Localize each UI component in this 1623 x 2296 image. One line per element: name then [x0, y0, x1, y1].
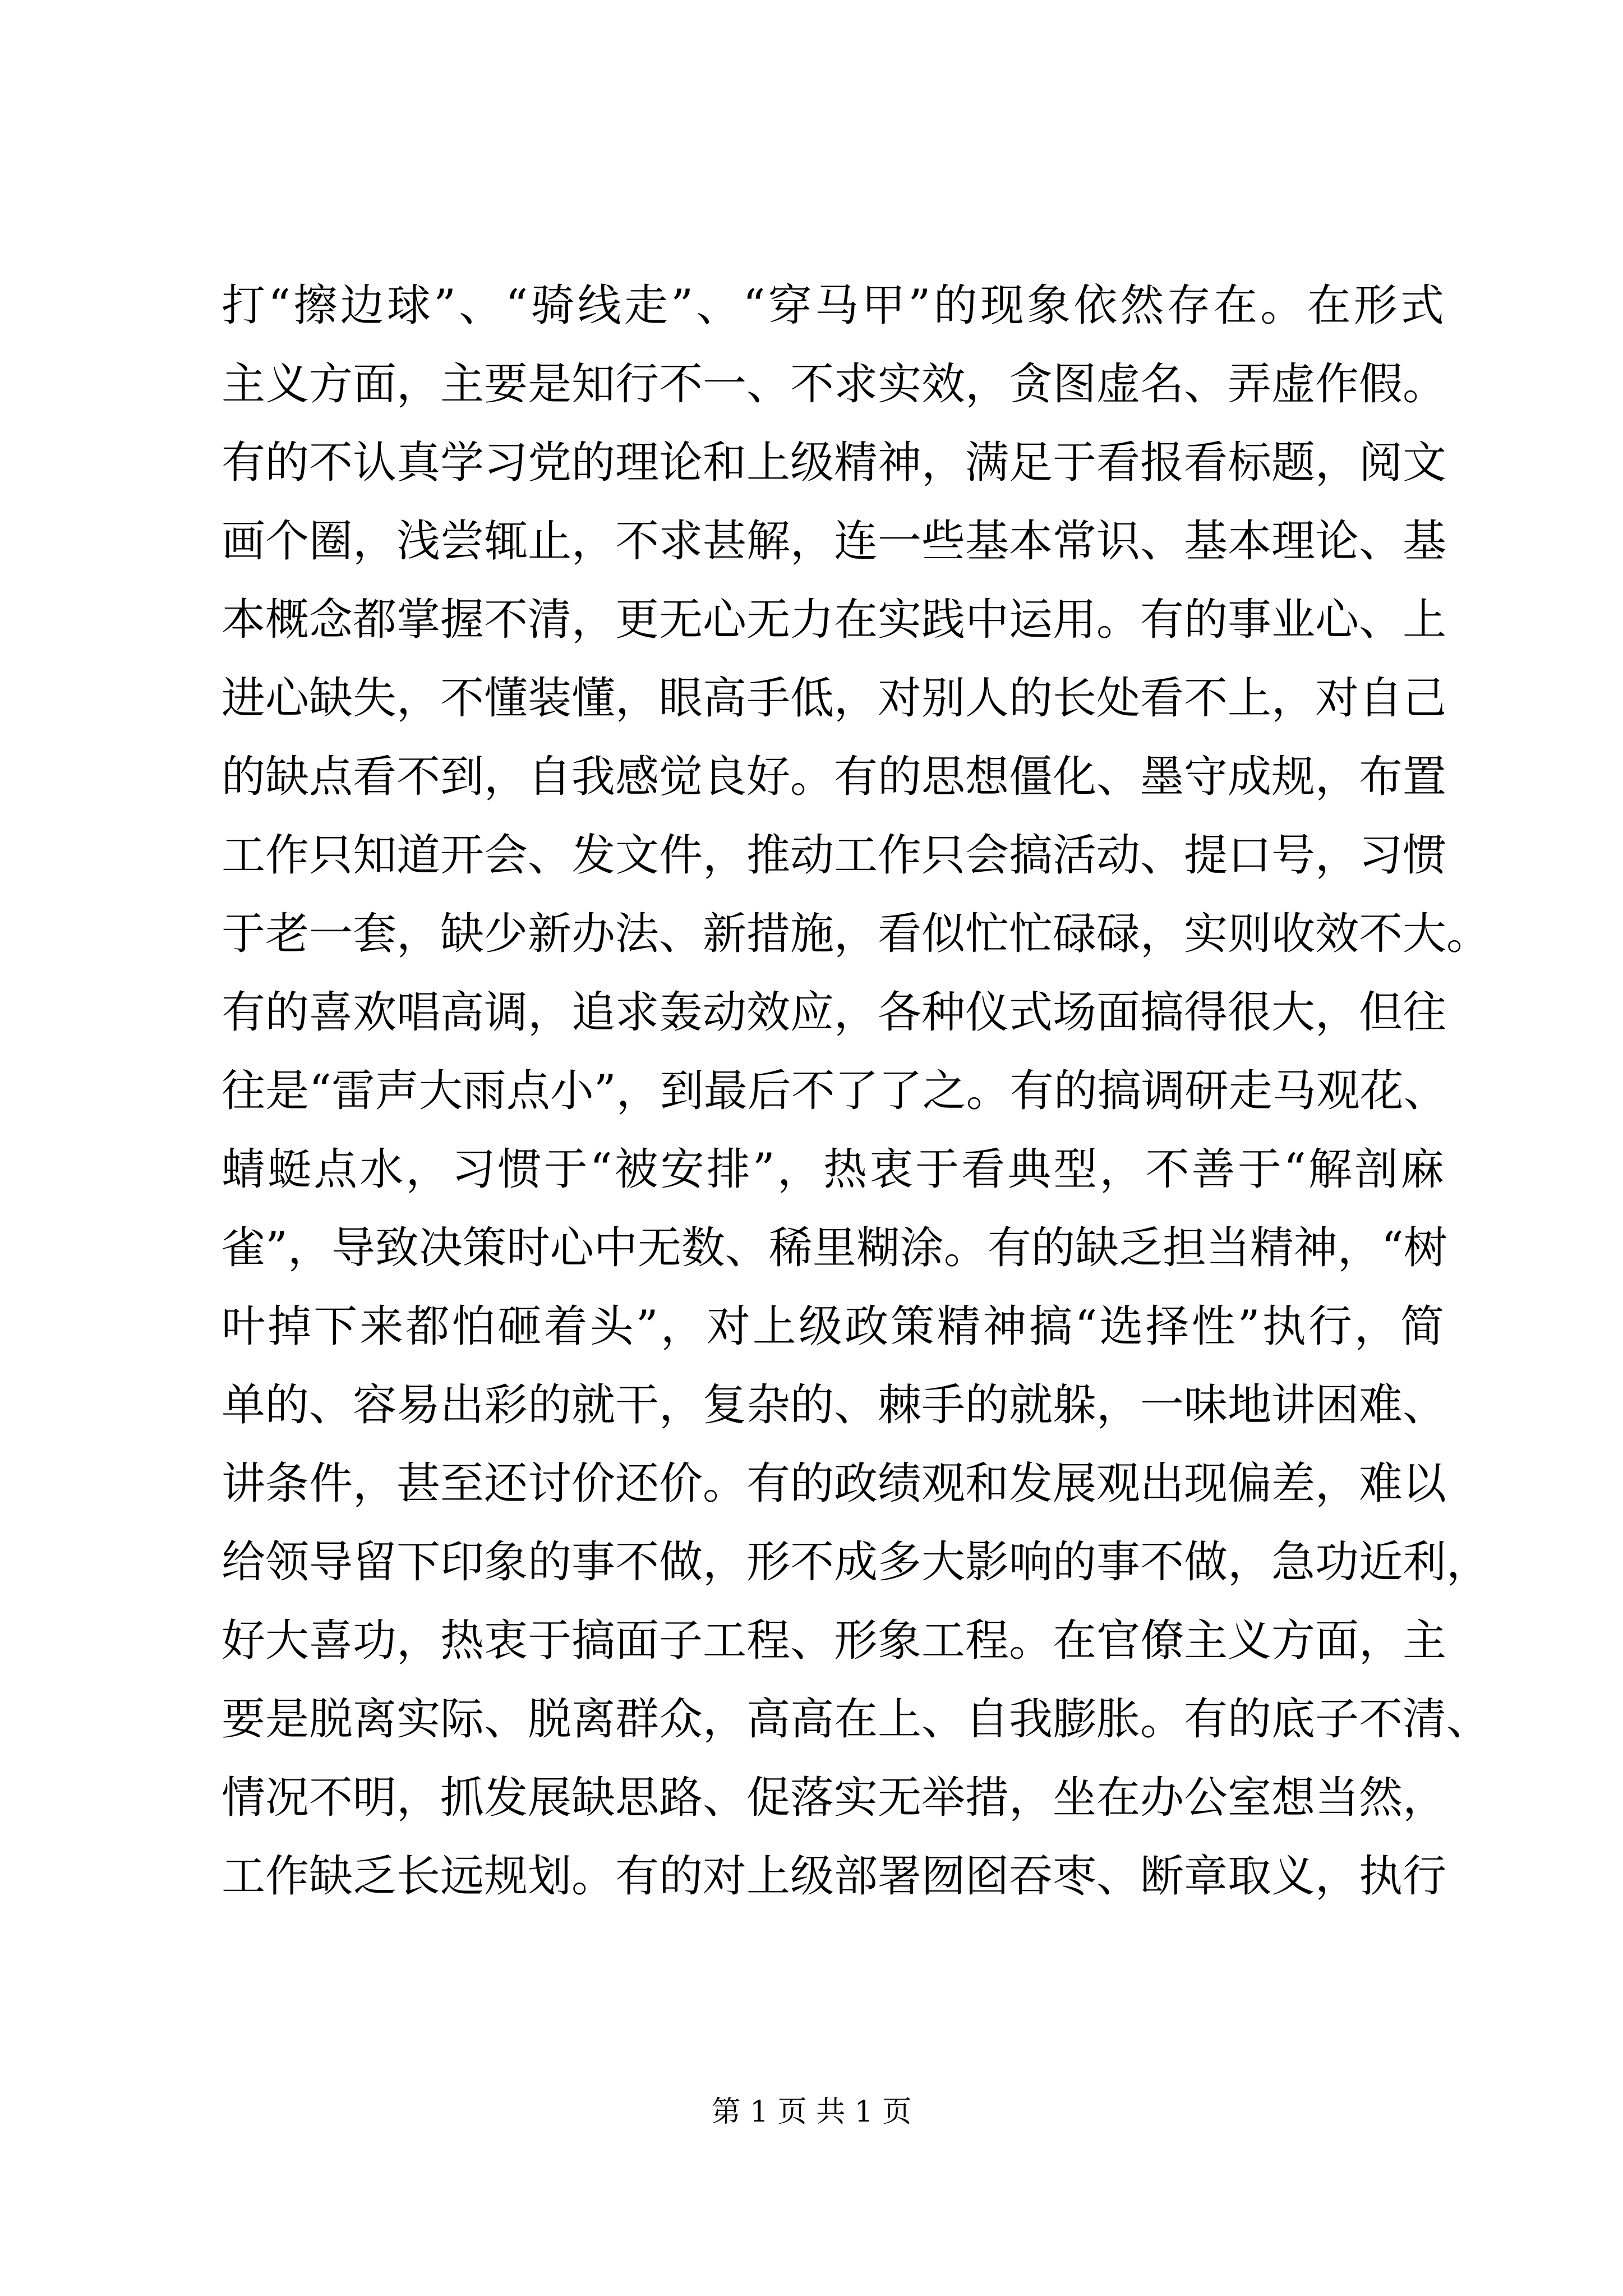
text-line-6: 进心缺失，不懂装懂，眼高手低，对别人的长处看不上，对自己: [222, 673, 1447, 724]
text-line-20: 情况不明，抓发展缺思路、促落实无举措，坐在办公室想当然，: [222, 1773, 1447, 1823]
text-line-3: 有的不认真学习党的理论和上级精神，满足于看报看标题，阅文: [222, 438, 1447, 488]
body-text: [222, 266, 1491, 1916]
text-line-18: 好大喜功，热衷于搞面子工程、形象工程。在官僚主义方面，主: [222, 1616, 1447, 1666]
text-line-7: 的缺点看不到，自我感觉良好。有的思想僵化、墨守成规，布置: [222, 752, 1447, 802]
text-line-19: 要是脱离实际、脱离群众，高高在上、自我膨胀。有的底子不清、: [222, 1694, 1491, 1745]
text-line-9: 于老一套，缺少新办法、新措施，看似忙忙碌碌，实则收效不大。: [222, 909, 1491, 959]
text-line-2: 主义方面，主要是知行不一、不求实效，贪图虚名、弄虚作假。: [222, 359, 1447, 409]
text-line-16: 讲条件，甚至还讨价还价。有的政绩观和发展观出现偏差，难以: [222, 1458, 1447, 1509]
text-line-14: 叶掉下来都怕砸着头”，对上级政策精神搞“选择性”执行，简: [222, 1301, 1444, 1352]
text-line-13: 雀”，导致决策时心中无数、稀里糊涂。有的缺乏担当精神，“树: [222, 1223, 1447, 1273]
text-line-12: 蜻蜓点水，习惯于“被安排”，热衷于看典型，不善于“解剖麻: [222, 1144, 1444, 1195]
text-line-17: 给领导留下印象的事不做，形不成多大影响的事不做，急功近利，: [222, 1537, 1491, 1588]
text-line-4: 画个圈，浅尝辄止，不求甚解，连一些基本常识、基本理论、基: [222, 516, 1447, 567]
text-line-10: 有的喜欢唱高调，追求轰动效应，各种仪式场面搞得很大，但往: [222, 987, 1447, 1038]
page-number-label: 第 1 页 共 1 页: [711, 2095, 912, 2129]
text-line-5: 本概念都掌握不清，更无心无力在实践中运用。有的事业心、上: [222, 595, 1447, 645]
text-line-11: 往是“雷声大雨点小”，到最后不了了之。有的搞调研走马观花、: [222, 1066, 1447, 1116]
page-footer: [0, 2092, 1623, 2132]
text-line-1: 打“擦边球”、“骑线走”、“穿马甲”的现象依然存在。在形式: [222, 280, 1444, 331]
text-line-21: 工作缺乏长远规划。有的对上级部署囫囵吞枣、断章取义，执行: [222, 1851, 1447, 1902]
text-line-8: 工作只知道开会、发文件，推动工作只会搞活动、提口号，习惯: [222, 830, 1447, 881]
text-line-15: 单的、容易出彩的就干，复杂的、棘手的就躲，一味地讲困难、: [222, 1380, 1447, 1430]
